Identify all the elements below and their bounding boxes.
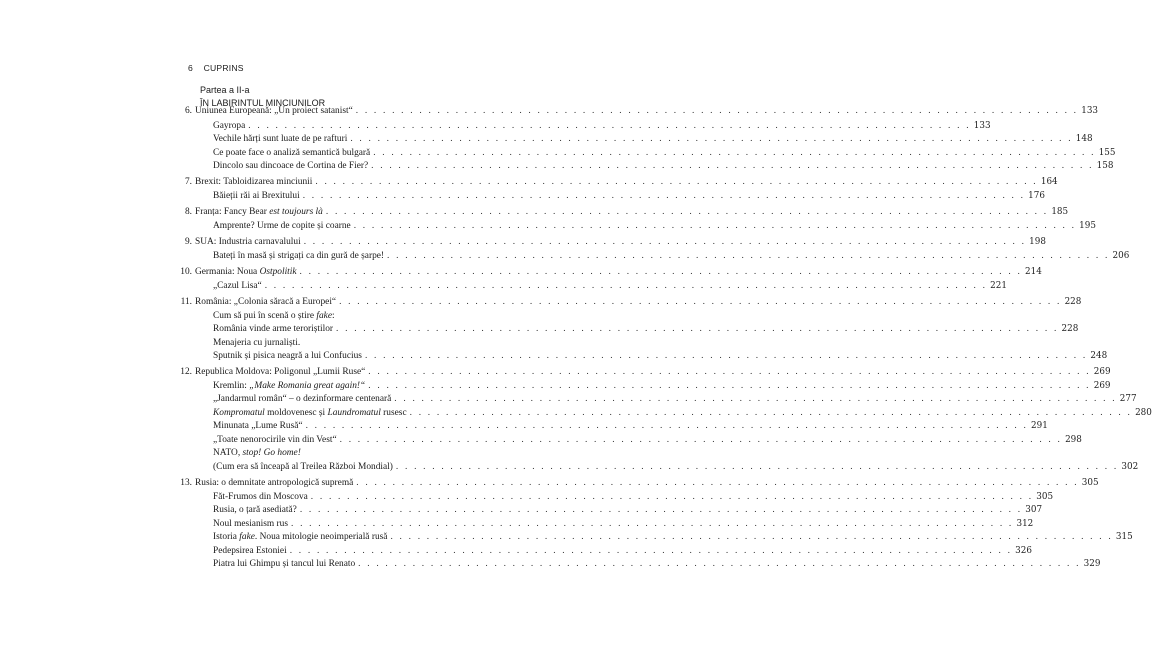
chapter-number: 9.	[184, 237, 192, 247]
dot-leader: . . . . . . . . . . . . . . . . . . . . . . . . . . . . . . . . . . . . . . . . . . . . . . . . . . . . . . . . . . . . . . . . . . . . . . . . . . . . . . . .	[390, 532, 1113, 542]
dot-leader: . . . . . . . . . . . . . . . . . . . . . . . . . . . . . . . . . . . . . . . . . . . . . . . . . . . . . . . . . . . . . . . . . . . . . . . . . . . . . . . .	[248, 121, 971, 131]
entry-page-number: 298	[1065, 435, 1082, 445]
entry-page-number: 228	[1064, 297, 1082, 307]
entry-title: Pedepsirea Estoniei	[213, 546, 287, 556]
toc-subentry[interactable]	[213, 448, 476, 461]
toc-subentry[interactable]	[213, 351, 1108, 364]
toc-subentry[interactable]	[213, 462, 1139, 475]
dot-leader: . . . . . . . . . . . . . . . . . . . . . . . . . . . . . . . . . . . . . . . . . . . . . . . . . . . . . . . . . . . . . . . . . . . . . . . . . . . . . . . .	[289, 546, 1013, 556]
entry-title: Gayropa	[213, 121, 246, 131]
dot-leader: . . . . . . . . . . . . . . . . . . . . . . . . . . . . . . . . . . . . . . . . . . . . . . . . . . . . . . . . . . . . . . . . . . . . . . . . . . . . . . . .	[302, 191, 1026, 201]
toc-subentry[interactable]	[213, 421, 1048, 434]
toc-chapter-entry[interactable]	[184, 237, 1046, 250]
entry-page-number: 133	[973, 121, 991, 131]
dot-leader: . . . . . . . . . . . . . . . . . . . . . . . . . . . . . . . . . . . . . . . . . . . . . . . . . . . . . . . . . . . . . . . . . . . . . . . . . . . . . . . .	[387, 251, 1110, 261]
toc-subentry[interactable]	[213, 519, 1034, 532]
toc-chapter-entry[interactable]	[180, 478, 1099, 491]
entry-page-number: 315	[1115, 532, 1133, 542]
dot-leader: . . . . . . . . . . . . . . . . . . . . . . . . . . . . . . . . . . . . . . . . . . . . . . . . . . . . . . . . . . . . . . . . . . . . . . . . . . . . . . . .	[368, 381, 1091, 391]
toc-subentry[interactable]	[213, 191, 1045, 204]
dot-leader: . . . . . . . . . . . . . . . . . . . . . . . . . . . . . . . . . . . . . . . . . . . . . . . . . . . . . . . . . . . . . . . . . . . . . . . . . . . . . . . .	[310, 492, 1034, 502]
entry-page-number: 280	[1135, 408, 1152, 418]
dot-leader: . . . . . . . . . . . . . . . . . . . . . . . . . . . . . . . . . . . . . . . . . . . . . . . . . . . . . . . . . . . . . . . . . . . . . . . . . . . . . . . .	[395, 462, 1119, 472]
entry-page-number: 305	[1081, 478, 1099, 488]
entry-page-number: 307	[1025, 505, 1043, 515]
entry-page-number: 214	[1025, 267, 1042, 277]
entry-title: Minunata „Lume Rusă“	[213, 421, 303, 431]
entry-title: Republica Moldova: Poligonul „Lumii Ruse“	[195, 367, 366, 377]
entry-page-number: 269	[1093, 381, 1111, 391]
chapter-number: 6.	[184, 106, 192, 116]
entry-title: Istoria fake. Noua mitologie neoimperială rusă	[213, 532, 388, 542]
dot-leader: . . . . . . . . . . . . . . . . . . . . . . . . . . . . . . . . . . . . . . . . . . . . . . . . . . . . . . . . . . . . . . . . . . . . . . . . . . . . . . . .	[303, 237, 1027, 247]
chapter-number: 11.	[180, 297, 192, 307]
entry-title: „Jandarmul român“ – o dezinformare centenară	[213, 394, 392, 404]
entry-title: Franța: Fancy Bear est toujours là	[195, 207, 323, 217]
dot-leader: . . . . . . . . . . . . . . . . . . . . . . . . . . . . . . . . . . . . . . . . . . . . . . . . . . . . . . . . . . . . . . . . . . . . . . . . . . . . . . . .	[339, 297, 1062, 307]
entry-title: Germania: Noua Ostpolitik	[195, 267, 297, 277]
entry-title: Amprente? Urme de copite și coarne	[213, 221, 351, 231]
part-title: ÎN LABIRINTUL MINCIUNILOR	[200, 97, 326, 108]
dot-leader: . . . . . . . . . . . . . . . . . . . . . . . . . . . . . . . . . . . . . . . . . . . . . . . . . . . . . . . . . . . . . . . . . . . . . . . . . . . . . . . .	[350, 134, 1073, 144]
toc-subentry[interactable]	[213, 546, 1032, 559]
entry-title: Ce poate face o analiză semantică bulgară	[213, 148, 371, 158]
dot-leader: . . . . . . . . . . . . . . . . . . . . . . . . . . . . . . . . . . . . . . . . . . . . . . . . . . . . . . . . . . . . . . . . . . . . . . . . . . . . . . . .	[409, 408, 1133, 418]
dot-leader: . . . . . . . . . . . . . . . . . . . . . . . . . . . . . . . . . . . . . . . . . . . . . . . . . . . . . . . . . . . . . . . . . . . . . . . . . . . . . . . .	[305, 421, 1029, 431]
dot-leader: . . . . . . . . . . . . . . . . . . . . . . . . . . . . . . . . . . . . . . . . . . . . . . . . . . . . . . . . . . . . . . . . . . . . . . . . . . . . . . . .	[299, 267, 1023, 277]
entry-title: Rusia: o demnitate antropologică supremă	[195, 478, 354, 488]
toc-subentry[interactable]	[213, 492, 1054, 505]
entry-title: SUA: Industria carnavalului	[195, 237, 301, 247]
toc-chapter-entry[interactable]	[184, 177, 1058, 190]
part-label: Partea a II-a	[200, 85, 250, 95]
toc-subentry[interactable]	[213, 251, 1130, 264]
toc-subentry[interactable]	[213, 505, 1043, 518]
dot-leader: . . . . . . . . . . . . . . . . . . . . . . . . . . . . . . . . . . . . . . . . . . . . . . . . . . . . . . . . . . . . . . . . . . . . . . . . . . . . . . . .	[358, 559, 1081, 569]
toc-subentry[interactable]	[213, 394, 1137, 407]
dot-leader: . . . . . . . . . . . . . . . . . . . . . . . . . . . . . . . . . . . . . . . . . . . . . . . . . . . . . . . . . . . . . . . . . . . . . . . . . . . . . . . .	[373, 148, 1096, 158]
chapter-number: 10.	[180, 267, 192, 277]
toc-subentry[interactable]	[213, 121, 991, 134]
entry-page-number: 221	[990, 281, 1007, 291]
toc-subentry[interactable]	[213, 324, 1079, 337]
dot-leader: . . . . . . . . . . . . . . . . . . . . . . . . . . . . . . . . . . . . . . . . . . . . . . . . . . . . . . . . . . . . . . . . . . . . . . . . . . . . . . . .	[371, 161, 1094, 171]
dot-leader: . . . . . . . . . . . . . . . . . . . . . . . . . . . . . . . . . . . . . . . . . . . . . . . . . . . . . . . . . . . . . . . . . . . . . . . . . . . . . . . .	[291, 519, 1014, 529]
entry-page-number: 198	[1029, 237, 1046, 247]
entry-page-number: 277	[1119, 394, 1137, 404]
entry-title: Rusia, o țară asediată?	[213, 505, 297, 515]
entry-title: Băieții răi ai Brexitului	[213, 191, 300, 201]
chapter-number: 13.	[180, 478, 192, 488]
entry-title: Kompromatul moldovenesc și Laundromatul rusesc	[213, 408, 407, 418]
toc-chapter-entry[interactable]	[184, 207, 1069, 220]
entry-page-number: 148	[1075, 134, 1093, 144]
toc-chapter-entry[interactable]	[180, 367, 1111, 380]
entry-page-number: 206	[1112, 251, 1130, 261]
dot-leader: . . . . . . . . . . . . . . . . . . . . . . . . . . . . . . . . . . . . . . . . . . . . . . . . . . . . . . . . . . . . . . . . . . . . . . . . . . . . . . . .	[356, 478, 1079, 488]
page-number: 6	[188, 63, 193, 73]
dot-leader: . . . . . . . . . . . . . . . . . . . . . . . . . . . . . . . . . . . . . . . . . . . . . . . . . . . . . . . . . . . . . . . . . . . . . . . . . . . . . . . .	[264, 281, 988, 291]
entry-title: România vinde arme teroriștilor	[213, 324, 334, 334]
toc-chapter-entry[interactable]	[180, 297, 1082, 310]
toc-subentry[interactable]	[213, 559, 1101, 572]
entry-page-number: 291	[1031, 421, 1048, 431]
entry-title: Bateți în masă și strigați ca din gură de șarpe!	[213, 251, 385, 261]
toc-subentry[interactable]	[213, 148, 1116, 161]
entry-page-number: 302	[1121, 462, 1139, 472]
entry-title: (Cum era să înceapă al Treilea Război Mondial)	[213, 462, 393, 472]
entry-page-number: 155	[1098, 148, 1116, 158]
dot-leader: . . . . . . . . . . . . . . . . . . . . . . . . . . . . . . . . . . . . . . . . . . . . . . . . . . . . . . . . . . . . . . . . . . . . . . . . . . . . . . . .	[315, 177, 1038, 187]
entry-title: Cum să pui în scenă o știre fake:	[213, 311, 335, 321]
chapter-number: 7.	[184, 177, 192, 187]
dot-leader: . . . . . . . . . . . . . . . . . . . . . . . . . . . . . . . . . . . . . . . . . . . . . . . . . . . . . . . . . . . . . . . . . . . . . . . . . . . . . . . .	[368, 367, 1091, 377]
entry-title: „Cazul Lisa“	[213, 281, 262, 291]
entry-title: Făt-Frumos din Moscova	[213, 492, 308, 502]
entry-page-number: 158	[1096, 161, 1114, 171]
dot-leader: . . . . . . . . . . . . . . . . . . . . . . . . . . . . . . . . . . . . . . . . . . . . . . . . . . . . . . . . . . . . . . . . . . . . . . . . . . . . . . . .	[336, 324, 1059, 334]
toc-subentry[interactable]	[213, 381, 1111, 394]
entry-page-number: 312	[1016, 519, 1034, 529]
entry-title: Sputnik și pisica neagră a lui Confucius	[213, 351, 362, 361]
entry-title: NATO, stop! Go home!	[213, 448, 301, 458]
toc-subentry[interactable]	[213, 408, 1152, 421]
chapter-number: 8.	[184, 207, 192, 217]
entry-page-number: 176	[1028, 191, 1045, 201]
entry-page-number: 305	[1036, 492, 1054, 502]
toc-chapter-entry[interactable]	[180, 267, 1042, 280]
entry-page-number: 195	[1079, 221, 1096, 231]
toc-chapter-entry[interactable]	[184, 106, 1099, 119]
header-title: CUPRINS	[203, 63, 244, 73]
toc-subentry[interactable]	[213, 221, 1096, 234]
dot-leader: . . . . . . . . . . . . . . . . . . . . . . . . . . . . . . . . . . . . . . . . . . . . . . . . . . . . . . . . . . . . . . . . . . . . . . . . . . . . . . . .	[299, 505, 1023, 515]
entry-page-number: 329	[1083, 559, 1101, 569]
dot-leader: . . . . . . . . . . . . . . . . . . . . . . . . . . . . . . . . . . . . . . . . . . . . . . . . . . . . . . . . . . . . . . . . . . . . . . . . . . . . . . . .	[325, 207, 1049, 217]
entry-page-number: 164	[1040, 177, 1058, 187]
dot-leader: . . . . . . . . . . . . . . . . . . . . . . . . . . . . . . . . . . . . . . . . . . . . . . . . . . . . . . . . . . . . . . . . . . . . . . . . . . . . . . . .	[353, 221, 1077, 231]
toc-subentry[interactable]	[213, 134, 1093, 147]
entry-page-number: 228	[1061, 324, 1079, 334]
entry-title: Piatra lui Ghimpu și tancul lui Renato	[213, 559, 356, 569]
toc-subentry[interactable]	[213, 161, 1114, 174]
entry-page-number: 269	[1093, 367, 1111, 377]
dot-leader: . . . . . . . . . . . . . . . . . . . . . . . . . . . . . . . . . . . . . . . . . . . . . . . . . . . . . . . . . . . . . . . . . . . . . . . . . . . . . . . .	[355, 106, 1079, 116]
entry-title: România: „Colonia săracă a Europei“	[195, 297, 337, 307]
entry-page-number: 185	[1051, 207, 1069, 217]
entry-title: „Toate nenorocirile vin din Vest“	[213, 435, 337, 445]
entry-page-number: 326	[1015, 546, 1032, 556]
entry-title: Brexit: Tabloidizarea minciunii	[195, 177, 313, 187]
toc-subentry[interactable]	[213, 435, 1082, 448]
toc-subentry[interactable]	[213, 338, 476, 351]
dot-leader: . . . . . . . . . . . . . . . . . . . . . . . . . . . . . . . . . . . . . . . . . . . . . . . . . . . . . . . . . . . . . . . . . . . . . . . . . . . . . . . .	[339, 435, 1063, 445]
entry-title: Uniunea Europeană: „Un proiect satanist“	[195, 106, 353, 116]
entry-title: Dincolo sau dincoace de Cortina de Fier?	[213, 161, 369, 171]
entry-title: Noul mesianism rus	[213, 519, 288, 529]
toc-subentry[interactable]	[213, 532, 1133, 545]
toc-subentry[interactable]	[213, 311, 476, 324]
entry-title: Kremlin: „Make Romania great again!“	[213, 381, 366, 391]
dot-leader: . . . . . . . . . . . . . . . . . . . . . . . . . . . . . . . . . . . . . . . . . . . . . . . . . . . . . . . . . . . . . . . . . . . . . . . . . . . . . . . .	[394, 394, 1117, 404]
entry-title: Vechile hărți sunt luate de pe rafturi	[213, 134, 348, 144]
chapter-number: 12.	[180, 367, 192, 377]
entry-page-number: 133	[1081, 106, 1099, 116]
entry-title: Menajeria cu jurnaliști.	[213, 338, 301, 348]
toc-subentry[interactable]	[213, 281, 1007, 294]
entry-page-number: 248	[1090, 351, 1108, 361]
dot-leader: . . . . . . . . . . . . . . . . . . . . . . . . . . . . . . . . . . . . . . . . . . . . . . . . . . . . . . . . . . . . . . . . . . . . . . . . . . . . . . . .	[364, 351, 1088, 361]
